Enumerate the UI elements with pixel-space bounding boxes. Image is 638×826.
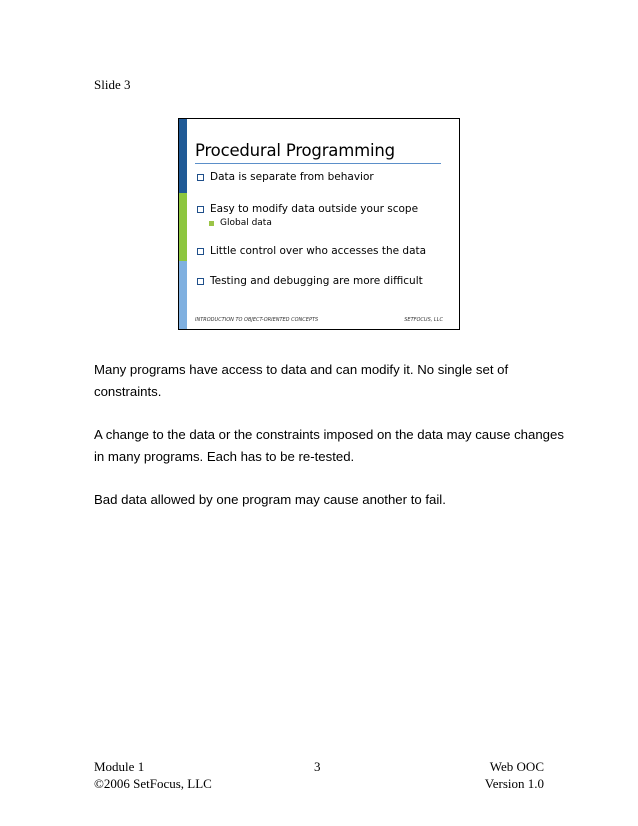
footer-course: Web OOC — [489, 759, 544, 774]
bullet-text: Testing and debugging are more difficult — [210, 275, 423, 287]
footer-version: Version 1.0 — [484, 776, 544, 791]
accent-bar-middle — [179, 193, 187, 261]
note-paragraph: Bad data allowed by one program may cause another to fail. — [94, 492, 446, 507]
slide-bullet — [197, 171, 374, 183]
slide-title: Procedural Programming — [195, 141, 395, 160]
footer-module: Module 1 — [94, 759, 145, 774]
note-paragraph: A change to the data or the constraints imposed on the data may cause changes in many programs. Each has to be re-tested. — [94, 427, 564, 464]
slide-footer-company: SETFOCUS, LLC — [404, 317, 443, 323]
slide-label: Slide 3 — [94, 77, 131, 92]
slide-accent-bar — [179, 119, 187, 329]
slide-sub-bullet — [209, 218, 272, 228]
slide-footer-course: INTRODUCTION TO OBJECT-ORIENTED CONCEPTS — [195, 317, 319, 323]
slide-bullet — [197, 245, 426, 257]
green-square-bullet-icon — [209, 221, 214, 226]
slide-bullet — [197, 275, 423, 287]
accent-bar-top — [179, 119, 187, 193]
bullet-text: Little control over who accesses the data — [210, 245, 427, 257]
title-underline — [195, 163, 441, 164]
slide-thumbnail — [178, 118, 460, 330]
sub-bullet-text: Global data — [220, 218, 272, 228]
footer-page-number: 3 — [314, 759, 321, 774]
square-bullet-icon — [197, 174, 204, 181]
accent-bar-bottom — [179, 261, 187, 330]
square-bullet-icon — [197, 278, 204, 285]
bullet-text: Easy to modify data outside your scope — [210, 203, 419, 215]
square-bullet-icon — [197, 206, 204, 213]
bullet-text: Data is separate from behavior — [210, 171, 374, 183]
note-paragraph: Many programs have access to data and can modify it. No single set of constraints. — [94, 362, 509, 399]
footer-copyright: ©2006 SetFocus, LLC — [94, 776, 212, 791]
square-bullet-icon — [197, 248, 204, 255]
slide-bullet — [197, 203, 418, 215]
